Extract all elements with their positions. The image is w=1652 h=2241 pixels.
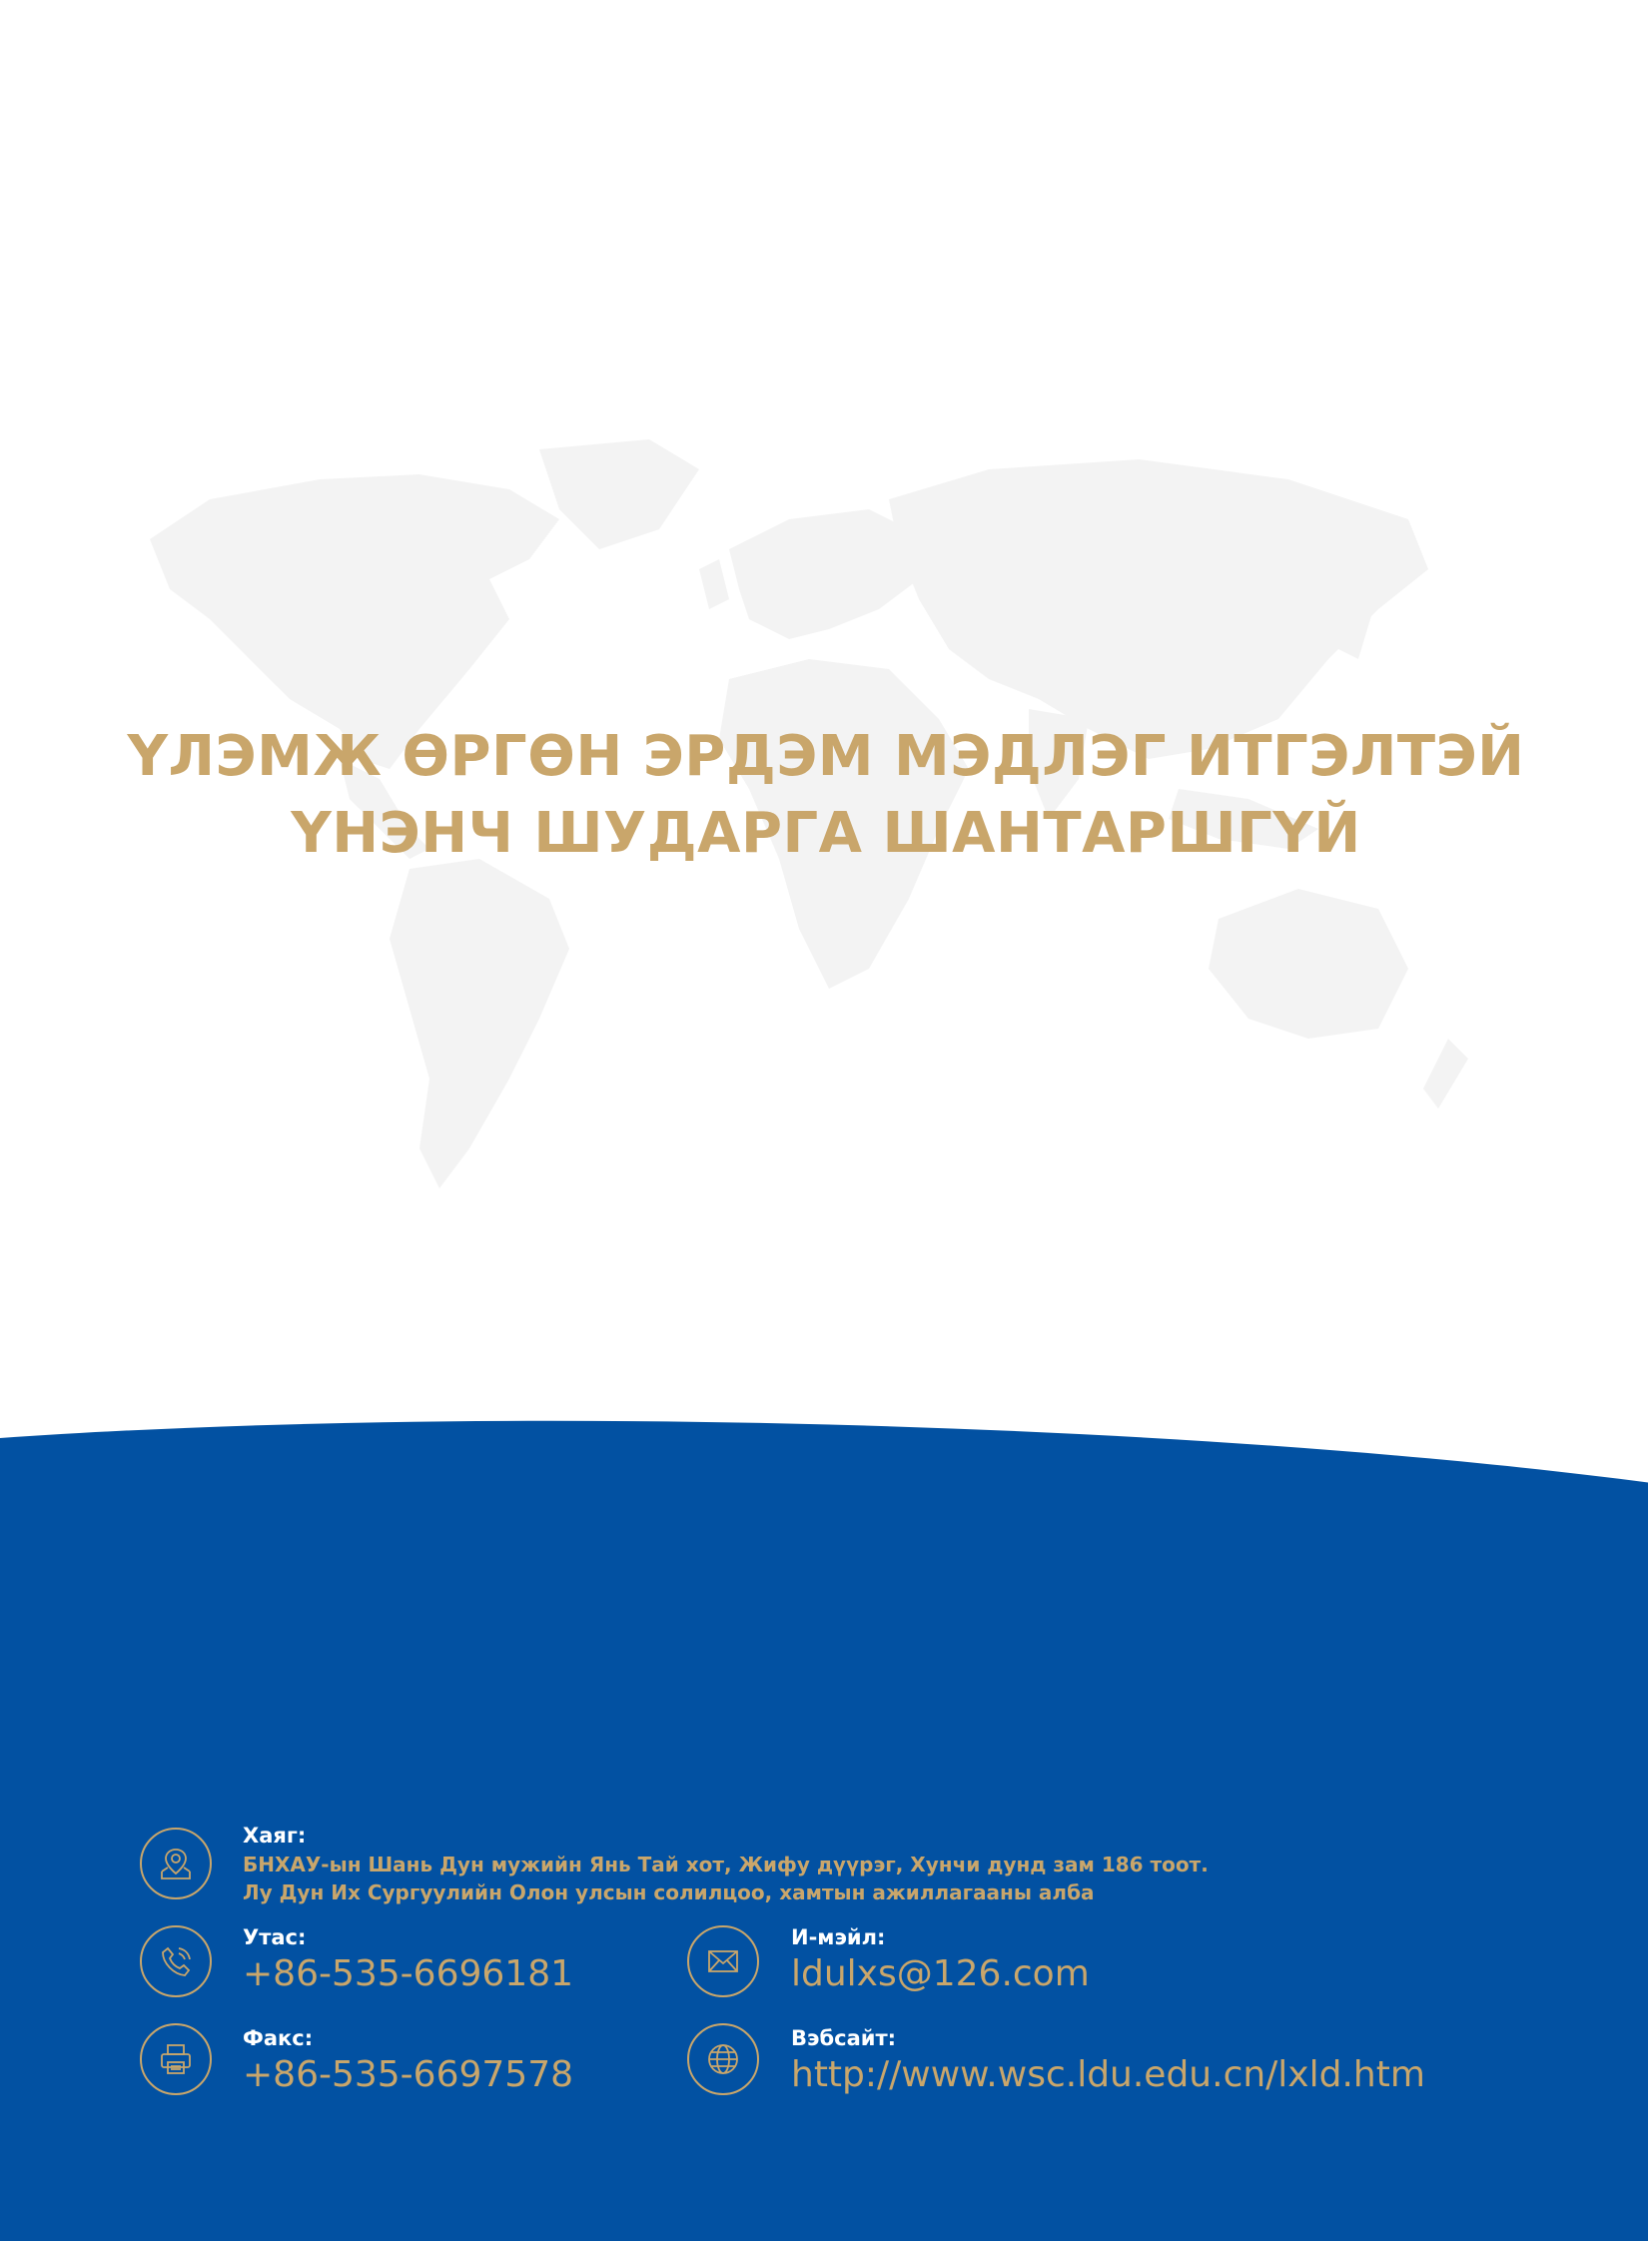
phone-icon [140,1925,212,1997]
email-label: И-мэйл: [791,1925,886,1949]
address-line-1: БНХАУ-ын Шань Дун мужийн Янь Тай хот, Жифу дүүрэг, Хунчи дунд зам 186 тоот. [243,1853,1209,1876]
address-line-2: Лу Дун Их Сургуулийн Олон улсын солилцоо, хамтын ажиллагааны алба [243,1880,1095,1904]
fax-label: Факс: [243,2026,314,2050]
phone-label: Утас: [243,1925,307,1949]
motto-line-2: ҮНЭНЧ ШУДАРГА ШАНТАРШГҮЙ [291,801,1361,866]
right-edge-strip [1648,0,1652,2241]
fax-printer-icon [140,2023,212,2095]
website-link[interactable]: http://www.wsc.ldu.edu.cn/lxld.htm [791,2054,1425,2095]
address-label: Хаяг: [243,1824,307,1848]
location-pin-icon [140,1828,212,1899]
email-link[interactable]: ldulxs@126.com [791,1953,1090,1994]
website-label: Вэбсайт: [791,2026,897,2050]
motto-line-1: ҮЛЭМЖ ӨРГӨН ЭРДЭМ МЭДЛЭГ ИТГЭЛТЭЙ [127,724,1525,789]
fax-value[interactable]: +86-535-6697578 [243,2054,573,2095]
phone-value[interactable]: +86-535-6696181 [243,1953,573,1994]
envelope-icon [687,1925,759,1997]
globe-icon [687,2023,759,2095]
